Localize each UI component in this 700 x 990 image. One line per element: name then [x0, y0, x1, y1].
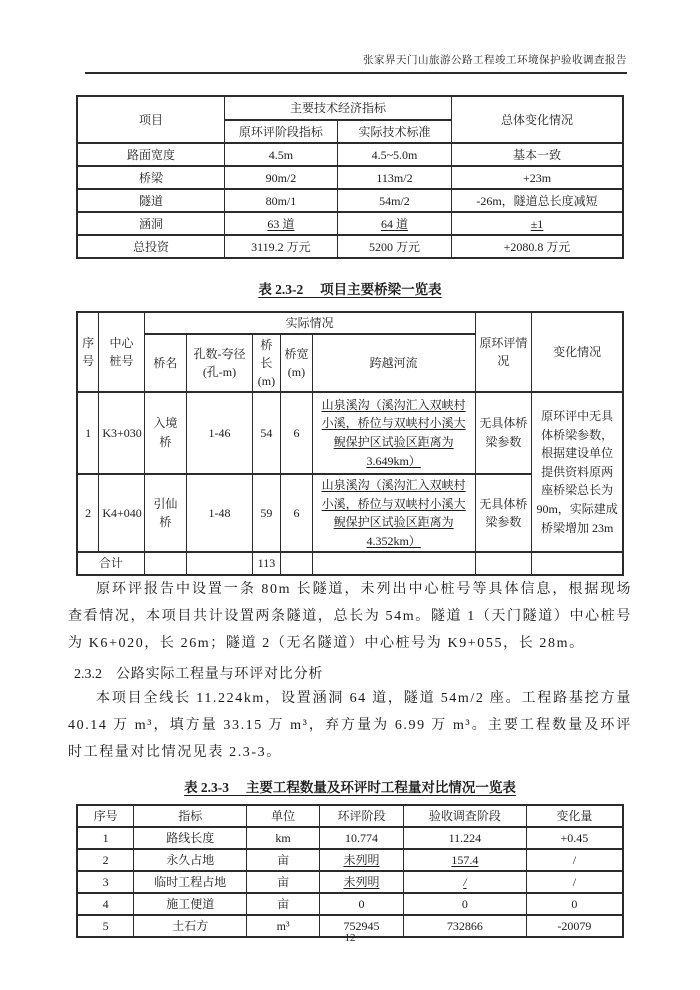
cell: -26m，隧道总长度减短 [452, 189, 623, 212]
cell: 涵洞 [77, 212, 224, 235]
section-number: 2.3.2 [74, 666, 102, 682]
cell: 隧道 [77, 189, 224, 212]
quantities-table [76, 804, 624, 938]
col-stake: 中心 桩号 [99, 312, 144, 392]
cell: 1-46 [187, 392, 253, 474]
paragraph-tunnel-info: 原环评报告中设置一条 80m 长隧道，未列出中心桩号等具体信息，根据现场查看情况，本项目共计设置两条隧道，总长为 54m。隧道 1（天门隧道）中心桩号为 K6+020，长 26m；隧道 2（无名隧道）中心桩号为 K9+055，长 28m。 [68, 581, 632, 651]
cell: 基本一致 [452, 143, 623, 166]
cell: +2080.8 万元 [452, 235, 623, 258]
col-actual-situation: 实际情况 [144, 312, 475, 334]
table-row [77, 212, 623, 235]
table-row [77, 392, 623, 474]
cell: km [247, 827, 320, 849]
col-river: 跨越河流 [312, 334, 475, 392]
cell: ±1 [452, 212, 623, 235]
cell: -20079 [526, 915, 623, 937]
col-actual-standard: 实际技术标准 [337, 120, 451, 143]
cell-river: 山泉溪沟（溪沟汇入双峡村小溪，桥位与双峡村小溪大鲵保护区试验区距离为3.649km） [312, 392, 475, 474]
table-row [77, 143, 623, 166]
col-eia-stage: 原环评阶段指标 [224, 120, 337, 143]
cell: 6 [281, 474, 313, 552]
cell: 0 [319, 893, 403, 915]
cell [144, 552, 187, 575]
cell: m³ [247, 915, 320, 937]
cell: 亩 [247, 893, 320, 915]
table-total-row [77, 552, 623, 575]
cell: 未列明 [319, 849, 403, 871]
cell: 引仙桥 [144, 474, 187, 552]
cell: 157.4 [403, 849, 526, 871]
cell [532, 552, 623, 575]
col-seq: 序 号 [77, 312, 99, 392]
cell [312, 552, 475, 575]
cell: 5200 万元 [337, 235, 451, 258]
col-length: 桥长 (m) [252, 334, 280, 392]
cell: 63 道 [224, 212, 337, 235]
section-heading-232 [74, 663, 632, 683]
page-content [68, 95, 632, 938]
cell [281, 552, 313, 575]
cell: 1 [77, 827, 134, 849]
cell: 亩 [247, 871, 320, 893]
cell: 10.774 [319, 827, 403, 849]
table-row [77, 827, 623, 849]
cell: 4.5m [224, 143, 337, 166]
cell: 6 [281, 392, 313, 474]
cell: K3+030 [99, 392, 144, 474]
cell [187, 552, 253, 575]
cell: 路面宽度 [77, 143, 224, 166]
paragraph-quantities-info: 本项目全线长 11.224km，设置涵洞 64 道，隧道 54m/2 座。工程路基挖方量 40.14 万 m³，填方量 33.15 万 m³，弃方量为 6.99 万 m³。主要工程数量及环评时工程量对比情况见表 2.3-3。 [68, 690, 632, 760]
cell: +0.45 [526, 827, 623, 849]
cell: 4.5~5.0m [337, 143, 451, 166]
cell: 1-48 [187, 474, 253, 552]
cell-river: 山泉溪沟（溪沟汇入双峡村小溪，桥位与双峡村小溪大鲵保护区试验区距离为4.352km） [312, 474, 475, 552]
bridges-table [76, 311, 624, 576]
cell: 永久占地 [134, 849, 247, 871]
table-232-title: 表 2.3-2 项目主要桥梁一览表 [258, 282, 442, 297]
cell: 4 [77, 893, 134, 915]
table-header-row [77, 96, 623, 120]
cell: / [526, 871, 623, 893]
col-overall-change: 总体变化情况 [452, 96, 623, 143]
cell [475, 552, 532, 575]
cell: 5 [77, 915, 134, 937]
col-eia-stage: 环评阶段 [319, 805, 403, 827]
cell: K4+040 [99, 474, 144, 552]
cell: 总投资 [77, 235, 224, 258]
cell: 2 [77, 849, 134, 871]
section-title: 公路实际工程量与环评对比分析 [116, 666, 324, 682]
page-header [85, 52, 627, 74]
cell: 3119.2 万元 [224, 235, 337, 258]
report-title: 张家界天门山旅游公路工程竣工环境保护验收调查报告 [363, 55, 627, 66]
table-header-row [77, 312, 623, 334]
table-row [77, 189, 623, 212]
col-change-situation: 变化情况 [532, 312, 623, 392]
cell: 54m/2 [337, 189, 451, 212]
table-header-row [77, 805, 623, 827]
table-row [77, 235, 623, 258]
col-eia-situation: 原环评情况 [475, 312, 532, 392]
cell: 桥梁 [77, 166, 224, 189]
cell: 0 [526, 893, 623, 915]
cell-total-length: 113 [252, 552, 280, 575]
cell: +23m [452, 166, 623, 189]
table-row [77, 166, 623, 189]
cell: 752945 [319, 915, 403, 937]
col-acceptance-stage: 验收调查阶段 [403, 805, 526, 827]
col-span: 孔数-夸径 (孔-m) [187, 334, 253, 392]
cell: 59 [252, 474, 280, 552]
cell: 2 [77, 474, 99, 552]
cell: 90m/2 [224, 166, 337, 189]
cell-total-label: 合计 [77, 552, 144, 575]
cell: 入境桥 [144, 392, 187, 474]
cell: 施工便道 [134, 893, 247, 915]
cell: 无具体桥梁参数 [475, 392, 532, 474]
table-row [77, 893, 623, 915]
cell: 54 [252, 392, 280, 474]
cell: / [403, 871, 526, 893]
col-main-indicators: 主要技术经济指标 [224, 96, 451, 120]
cell: 732866 [403, 915, 526, 937]
cell: 1 [77, 392, 99, 474]
table-row [77, 871, 623, 893]
cell: 11.224 [403, 827, 526, 849]
cell: 路线长度 [134, 827, 247, 849]
cell: 亩 [247, 849, 320, 871]
col-change-amount: 变化量 [526, 805, 623, 827]
cell: 临时工程占地 [134, 871, 247, 893]
page-number: 12 [344, 932, 356, 944]
col-width: 桥宽 (m) [281, 334, 313, 392]
cell-change-merged: 原环评中无具体桥梁参数，根据建设单位提供资料原两座桥梁总长为 90m，实际建成桥梁增加 23m [532, 392, 623, 552]
page-footer [0, 932, 700, 944]
tech-indicators-table [76, 95, 624, 259]
cell: 未列明 [319, 871, 403, 893]
cell: / [526, 849, 623, 871]
col-bridge-name: 桥名 [144, 334, 187, 392]
cell: 3 [77, 871, 134, 893]
cell: 无具体桥梁参数 [475, 474, 532, 552]
cell: 113m/2 [337, 166, 451, 189]
cell: 80m/1 [224, 189, 337, 212]
col-item: 项目 [77, 96, 224, 143]
cell: 土石方 [134, 915, 247, 937]
table-row [77, 849, 623, 871]
col-seq: 序号 [77, 805, 134, 827]
col-indicator: 指标 [134, 805, 247, 827]
cell: 0 [403, 893, 526, 915]
col-unit: 单位 [247, 805, 320, 827]
table-233-title: 表 2.3-3 主要工程数量及环评时工程量对比情况一览表 [184, 779, 516, 795]
cell: 64 道 [337, 212, 451, 235]
